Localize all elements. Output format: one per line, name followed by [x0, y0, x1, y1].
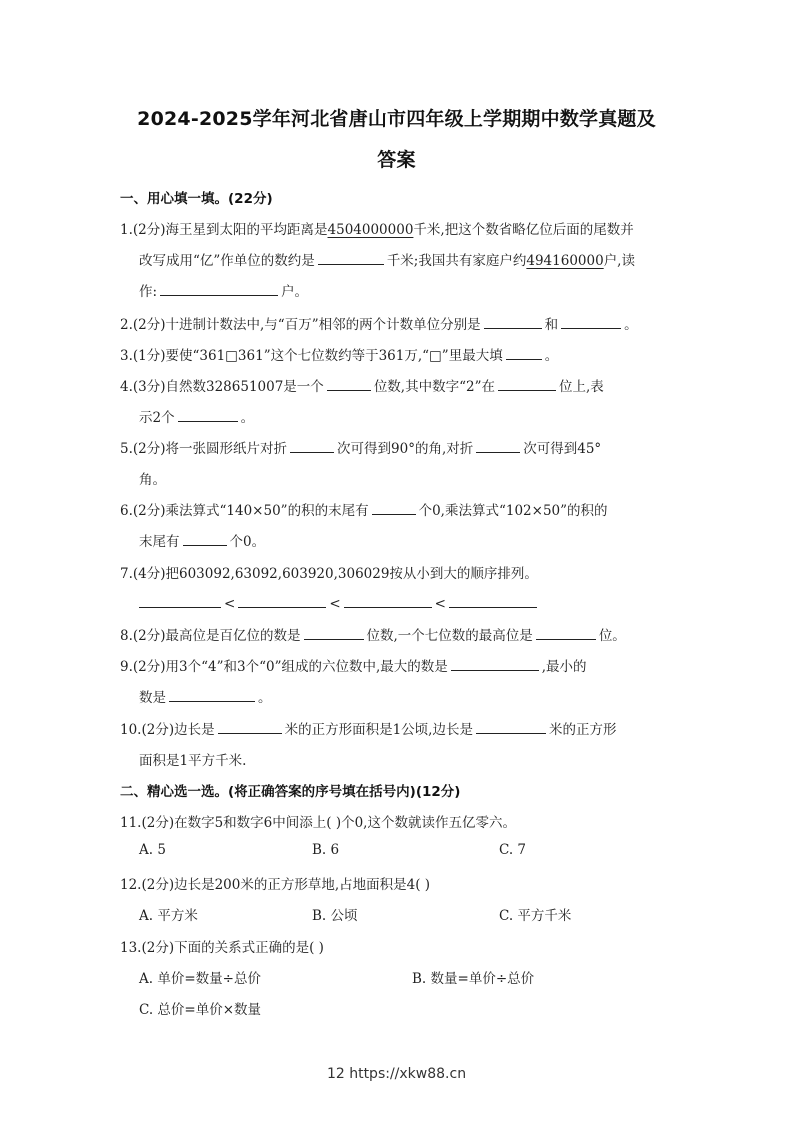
question-9-line-1	[120, 655, 587, 675]
answer-blank[interactable]	[449, 593, 537, 608]
question-text: 个0,乘法算式“102×50”的积的	[418, 503, 608, 519]
question-text: 面积是1平方千米.	[139, 753, 247, 769]
question-2	[120, 313, 638, 333]
question-text: 米的正方形	[548, 722, 617, 738]
page-title-line-1: 2024-2025学年河北省唐山市四年级上学期期中数学真题及	[137, 108, 656, 130]
question-text: 8.(2分)最高位是百亿位的数是	[120, 628, 301, 644]
question-6-line-1	[120, 499, 608, 519]
question-text: ,最小的	[541, 659, 587, 675]
question-7-line-1	[120, 562, 538, 582]
question-text: 9.(2分)用3个“4”和3个“0”组成的六位数中,最大的数是	[120, 659, 448, 675]
question-text: 末尾有	[139, 534, 180, 550]
question-1-line-3	[139, 280, 308, 300]
question-10-line-1	[120, 718, 616, 738]
question-text: 千米;我国共有家庭户约	[386, 253, 527, 269]
answer-blank[interactable]	[178, 407, 238, 422]
answer-blank[interactable]	[139, 593, 221, 608]
question-text: 。	[544, 348, 559, 364]
question-1-line-1	[120, 218, 634, 238]
question-text: 户。	[281, 284, 309, 300]
question-11: 11.(2分)在数字5和数字6中间添上( )个0,这个数就读作五亿零六。	[120, 815, 516, 831]
question-text: 位。	[598, 628, 626, 644]
option-b[interactable]: B. 数量=单价÷总价	[412, 971, 535, 987]
question-text: 次可得到90°的角,对折	[337, 441, 474, 457]
question-3	[120, 344, 558, 364]
answer-blank[interactable]	[561, 314, 621, 329]
question-text: 次可得到45°	[523, 441, 602, 457]
page-footer: 12 https://xkw88.cn	[326, 1066, 467, 1082]
question-6-line-2	[139, 530, 265, 550]
question-1-line-2	[139, 249, 635, 269]
question-text: 2.(2分)十进制计数法中,与“百万”相邻的两个计数单位分别是	[120, 317, 481, 333]
question-10-line-2	[139, 749, 246, 769]
option-a[interactable]: A. 平方米	[139, 908, 198, 924]
answer-blank[interactable]	[169, 687, 255, 702]
question-4-line-1	[120, 375, 604, 395]
question-text: 位上,表	[559, 379, 604, 395]
question-12: 12.(2分)边长是200米的正方形草地,占地面积是4( )	[120, 877, 431, 893]
answer-blank[interactable]	[183, 531, 227, 546]
question-text: 6.(2分)乘法算式“140×50”的积的末尾有	[120, 503, 369, 519]
option-c[interactable]: C. 总价=单价×数量	[139, 1002, 262, 1018]
question-text: 位数,其中数字“2”在	[373, 379, 495, 395]
question-text: 5.(2分)将一张圆形纸片对折	[120, 441, 288, 457]
section-heading-multiple-choice: 二、精心选一选。(将正确答案的序号填在括号内)(12分)	[120, 784, 461, 800]
question-text: 千米,把这个数省略亿位后面的尾数并	[413, 222, 634, 238]
section-heading-fill-in: 一、用心填一填。(22分)	[120, 191, 273, 207]
question-text: 作:	[139, 284, 158, 300]
less-than-sign: <	[434, 596, 446, 612]
question-text: 4.(3分)自然数328651007是一个	[120, 379, 324, 395]
question-text: 数是	[139, 690, 166, 706]
answer-blank[interactable]	[318, 250, 384, 265]
question-text: 位数,一个七位数的最高位是	[366, 628, 533, 644]
less-than-sign: <	[329, 596, 341, 612]
question-5-line-2	[139, 468, 166, 488]
question-text: 3.(1分)要使“361□361”这个七位数约等于361万,“□”里最大填	[120, 348, 503, 364]
question-text: 7.(4分)把603092,63092,603920,306029按从小到大的顺序排列。	[120, 566, 538, 582]
option-b[interactable]: B. 6	[312, 842, 340, 858]
answer-blank[interactable]	[536, 625, 596, 640]
question-text: 角。	[139, 472, 166, 488]
answer-blank[interactable]	[290, 438, 334, 453]
option-c[interactable]: C. 平方千米	[499, 908, 572, 924]
question-8	[120, 624, 626, 644]
question-7-ordering-row	[139, 593, 540, 612]
answer-blank[interactable]	[484, 314, 542, 329]
answer-blank[interactable]	[304, 625, 364, 640]
option-c[interactable]: C. 7	[499, 842, 527, 858]
question-text: 10.(2分)边长是	[120, 722, 215, 738]
question-text: 1.(2分)海王星到太阳的平均距离是	[120, 222, 328, 238]
answer-blank[interactable]	[372, 500, 416, 515]
answer-blank[interactable]	[218, 719, 282, 734]
answer-blank[interactable]	[476, 719, 546, 734]
question-text: 。	[240, 410, 255, 426]
answer-blank[interactable]	[344, 593, 432, 608]
question-text: 米的正方形面积是1公顷,边长是	[284, 722, 473, 738]
answer-blank[interactable]	[476, 438, 520, 453]
question-text: 和	[544, 317, 559, 333]
answer-blank[interactable]	[451, 656, 539, 671]
question-5-line-1	[120, 437, 601, 457]
question-text: 示2个	[139, 410, 175, 426]
answer-blank[interactable]	[238, 593, 326, 608]
question-text: 个0。	[229, 534, 266, 550]
number-value: 494160000	[526, 253, 604, 269]
answer-blank[interactable]	[327, 376, 371, 391]
answer-blank[interactable]	[160, 281, 278, 296]
less-than-sign: <	[224, 596, 236, 612]
question-text: 户,读	[603, 253, 635, 269]
question-13: 13.(2分)下面的关系式正确的是( )	[120, 940, 324, 956]
page-title-line-2: 答案	[377, 149, 416, 171]
question-text: 。	[258, 690, 272, 706]
option-a[interactable]: A. 单价=数量÷总价	[139, 971, 261, 987]
question-9-line-2	[139, 686, 272, 706]
question-text: 改写成用“亿”作单位的数约是	[139, 253, 315, 269]
answer-blank[interactable]	[498, 376, 556, 391]
question-4-line-2	[139, 406, 254, 426]
option-b[interactable]: B. 公顷	[312, 908, 358, 924]
question-text: 。	[624, 317, 638, 333]
number-value: 4504000000	[327, 222, 414, 238]
answer-blank[interactable]	[506, 345, 542, 360]
option-a[interactable]: A. 5	[139, 842, 166, 858]
